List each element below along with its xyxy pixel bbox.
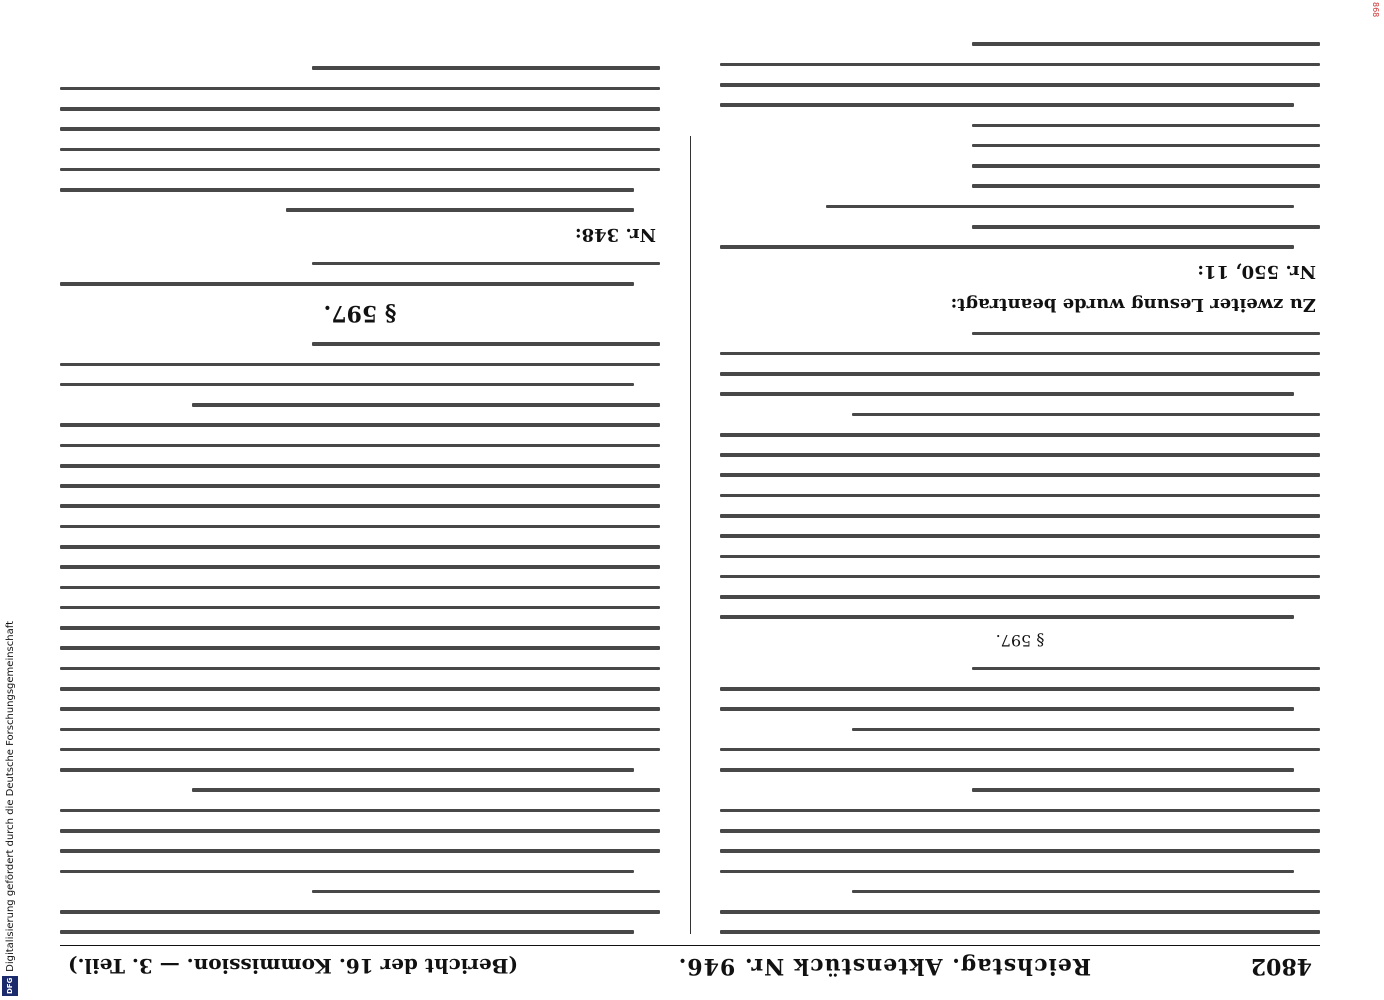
- right-column: [60, 16, 660, 934]
- text-line: [720, 829, 1320, 833]
- text-line: [192, 403, 660, 407]
- text-line: [312, 262, 660, 266]
- text-line: [720, 63, 1320, 67]
- text-line: [60, 107, 660, 111]
- text-line: [60, 168, 660, 172]
- section-heading: § 597.: [323, 299, 397, 326]
- text-line: [720, 615, 1294, 619]
- text-line: [60, 363, 660, 367]
- text-line: [312, 890, 660, 894]
- text-line: [720, 595, 1320, 599]
- text-line: [720, 849, 1320, 853]
- text-line: [60, 870, 634, 874]
- text-line: [852, 728, 1320, 732]
- text-line: [720, 870, 1294, 874]
- text-line: [720, 245, 1294, 249]
- text-line: [60, 910, 660, 914]
- text-line: [972, 667, 1320, 671]
- text-line: [60, 423, 660, 427]
- left-column: [720, 16, 1320, 934]
- credit-text: Digitalisierung gefördert durch die Deutsche Forschungsgemeinschaft: [4, 621, 16, 972]
- text-line: [720, 494, 1320, 498]
- text-line: [60, 464, 660, 468]
- text-line: [720, 352, 1320, 356]
- page-number: 4802: [1250, 953, 1312, 979]
- header-subtitle: (Bericht der 16. Kommission. — 3. Teil.): [68, 954, 518, 978]
- text-line: [60, 87, 660, 91]
- text-line: [972, 184, 1320, 188]
- text-line: [720, 534, 1320, 538]
- dfg-logo: DFG: [2, 976, 18, 996]
- text-line: [826, 205, 1294, 209]
- text-line: [720, 433, 1320, 437]
- text-line: [972, 124, 1320, 128]
- text-line: [60, 687, 660, 691]
- text-line: [60, 667, 660, 671]
- text-line: [192, 788, 660, 792]
- text-line: [60, 148, 660, 152]
- text-line: [720, 372, 1320, 376]
- text-line: [60, 565, 660, 569]
- text-line: [60, 127, 660, 131]
- text-line: [312, 66, 660, 70]
- text-line: [60, 525, 660, 529]
- text-line: [972, 164, 1320, 168]
- text-line: [60, 505, 660, 509]
- item-number: Nr. 348:: [574, 224, 656, 245]
- text-line: [720, 453, 1320, 457]
- subheading: Zu zweiter Lesung wurde beantragt:: [950, 293, 1316, 315]
- text-line: [720, 748, 1320, 752]
- text-line: [60, 383, 634, 387]
- text-line: [60, 829, 660, 833]
- text-line: [60, 545, 660, 549]
- text-line: [60, 606, 660, 610]
- corner-mark: 868: [1371, 2, 1380, 18]
- text-line: [720, 809, 1320, 813]
- scanned-page: [60, 16, 1320, 986]
- text-line: [720, 514, 1320, 518]
- paragraph-mark: § 597.: [995, 631, 1045, 651]
- text-line: [720, 910, 1320, 914]
- text-line: [60, 282, 634, 286]
- text-line: [60, 728, 660, 732]
- header-title: Reichstag. Aktenstück Nr. 946.: [677, 953, 1092, 979]
- text-line: [312, 342, 660, 346]
- text-line: [720, 930, 1320, 934]
- text-line: [720, 707, 1294, 711]
- item-number: Nr. 550, 11:: [1197, 260, 1316, 282]
- digitization-credit: [0, 0, 20, 1000]
- text-line: [60, 809, 660, 813]
- text-line: [720, 575, 1320, 579]
- text-line: [972, 42, 1320, 46]
- text-line: [852, 890, 1320, 894]
- text-line: [60, 707, 660, 711]
- text-line: [720, 392, 1294, 396]
- text-line: [720, 555, 1320, 559]
- text-line: [972, 332, 1320, 336]
- text-line: [60, 484, 660, 488]
- text-line: [60, 646, 660, 650]
- text-line: [60, 444, 660, 448]
- text-line: [720, 687, 1320, 691]
- text-line: [286, 208, 634, 212]
- text-line: [720, 768, 1294, 772]
- column-divider: [690, 136, 691, 934]
- text-line: [972, 144, 1320, 148]
- text-line: [60, 768, 634, 772]
- running-header: [60, 945, 1320, 986]
- text-line: [60, 188, 634, 192]
- text-line: [60, 849, 660, 853]
- text-line: [60, 748, 660, 752]
- text-line: [60, 586, 660, 590]
- text-line: [60, 626, 660, 630]
- text-line: [720, 474, 1320, 478]
- text-line: [60, 930, 634, 934]
- text-line: [720, 83, 1320, 87]
- text-line: [972, 225, 1320, 229]
- text-line: [720, 103, 1294, 107]
- text-line: [972, 788, 1320, 792]
- text-line: [852, 413, 1320, 417]
